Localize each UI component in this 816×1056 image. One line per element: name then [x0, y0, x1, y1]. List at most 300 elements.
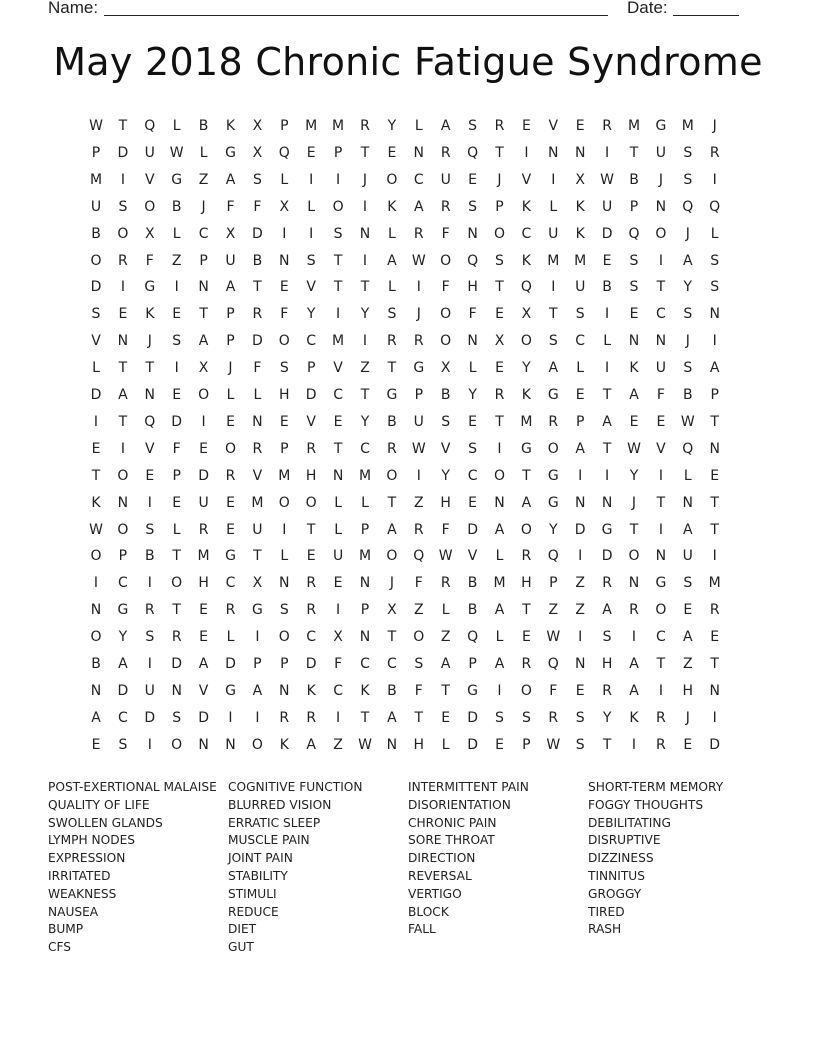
- grid-cell[interactable]: D: [467, 709, 478, 726]
- grid-cell[interactable]: V: [145, 440, 155, 457]
- grid-cell[interactable]: Z: [575, 575, 585, 592]
- grid-cell[interactable]: S: [172, 333, 182, 350]
- grid-cell[interactable]: X: [387, 602, 397, 619]
- grid-cell[interactable]: W: [169, 144, 184, 161]
- grid-cell[interactable]: E: [575, 682, 585, 699]
- grid-cell[interactable]: O: [251, 736, 263, 753]
- grid-cell[interactable]: U: [225, 252, 236, 269]
- grid-cell[interactable]: B: [144, 548, 155, 565]
- grid-cell[interactable]: M: [627, 118, 641, 134]
- grid-cell[interactable]: X: [575, 171, 585, 188]
- grid-cell[interactable]: E: [521, 629, 531, 646]
- grid-cell[interactable]: G: [225, 682, 236, 699]
- grid-cell[interactable]: E: [629, 306, 639, 323]
- grid-cell[interactable]: Z: [414, 602, 424, 619]
- grid-cell[interactable]: G: [601, 521, 613, 538]
- grid-cell[interactable]: Z: [683, 656, 693, 672]
- grid-cell[interactable]: E: [683, 736, 693, 753]
- grid-cell[interactable]: P: [522, 736, 531, 753]
- grid-cell[interactable]: N: [682, 494, 694, 511]
- grid-cell[interactable]: L: [414, 118, 423, 134]
- grid-cell[interactable]: T: [360, 387, 370, 403]
- grid-cell[interactable]: F: [656, 387, 665, 403]
- grid-cell[interactable]: V: [91, 333, 101, 350]
- grid-cell[interactable]: A: [629, 387, 639, 403]
- grid-cell[interactable]: Q: [467, 629, 479, 646]
- grid-cell[interactable]: A: [602, 413, 612, 430]
- grid-cell[interactable]: D: [601, 225, 613, 242]
- grid-cell[interactable]: T: [387, 494, 397, 511]
- grid-cell[interactable]: R: [602, 682, 612, 699]
- grid-cell[interactable]: E: [226, 413, 235, 430]
- grid-cell[interactable]: I: [336, 602, 341, 619]
- grid-cell[interactable]: C: [656, 306, 666, 323]
- grid-cell[interactable]: G: [547, 387, 559, 403]
- grid-cell[interactable]: S: [575, 306, 585, 323]
- grid-cell[interactable]: S: [683, 306, 693, 323]
- grid-cell[interactable]: A: [521, 494, 532, 511]
- grid-cell[interactable]: X: [198, 360, 209, 377]
- grid-cell[interactable]: E: [172, 387, 182, 403]
- grid-cell[interactable]: L: [683, 467, 692, 484]
- grid-cell[interactable]: D: [90, 387, 102, 403]
- grid-cell[interactable]: R: [602, 575, 612, 592]
- grid-cell[interactable]: N: [225, 736, 236, 753]
- grid-cell[interactable]: C: [656, 629, 666, 646]
- grid-cell[interactable]: C: [118, 709, 128, 726]
- grid-cell[interactable]: L: [172, 521, 181, 538]
- grid-cell[interactable]: N: [279, 252, 290, 269]
- grid-cell[interactable]: P: [253, 656, 262, 672]
- grid-cell[interactable]: T: [199, 306, 208, 323]
- grid-cell[interactable]: S: [333, 225, 343, 242]
- grid-cell[interactable]: K: [629, 360, 639, 377]
- grid-cell[interactable]: D: [171, 413, 183, 430]
- grid-cell[interactable]: R: [225, 467, 236, 484]
- grid-cell[interactable]: J: [712, 118, 717, 134]
- grid-cell[interactable]: Y: [441, 467, 450, 484]
- grid-cell[interactable]: B: [440, 387, 451, 403]
- grid-cell[interactable]: D: [198, 709, 209, 726]
- grid-cell[interactable]: H: [440, 494, 451, 511]
- grid-cell[interactable]: O: [386, 467, 398, 484]
- grid-cell[interactable]: K: [306, 682, 316, 699]
- grid-cell[interactable]: C: [360, 440, 370, 457]
- grid-cell[interactable]: N: [117, 494, 129, 511]
- grid-cell[interactable]: C: [306, 629, 317, 646]
- grid-cell[interactable]: K: [387, 198, 397, 215]
- grid-cell[interactable]: P: [280, 440, 289, 457]
- grid-cell[interactable]: N: [574, 656, 586, 672]
- grid-cell[interactable]: E: [495, 736, 504, 753]
- grid-cell[interactable]: E: [91, 736, 101, 753]
- grid-cell[interactable]: C: [306, 333, 317, 350]
- grid-cell[interactable]: J: [497, 171, 502, 188]
- grid-cell[interactable]: R: [171, 629, 182, 646]
- grid-cell[interactable]: T: [118, 118, 128, 134]
- grid-cell[interactable]: N: [413, 144, 425, 161]
- grid-cell[interactable]: U: [252, 521, 263, 538]
- grid-cell[interactable]: E: [199, 440, 209, 457]
- grid-cell[interactable]: P: [226, 306, 235, 323]
- grid-cell[interactable]: G: [547, 494, 559, 511]
- grid-cell[interactable]: E: [333, 575, 343, 592]
- grid-cell[interactable]: S: [683, 360, 693, 377]
- grid-cell[interactable]: E: [575, 118, 585, 134]
- grid-cell[interactable]: M: [358, 467, 372, 484]
- grid-cell[interactable]: V: [548, 118, 559, 134]
- grid-cell[interactable]: O: [305, 494, 317, 511]
- grid-cell[interactable]: N: [144, 387, 156, 403]
- grid-cell[interactable]: N: [117, 333, 129, 350]
- grid-cell[interactable]: A: [252, 682, 263, 699]
- grid-cell[interactable]: I: [658, 682, 663, 699]
- grid-cell[interactable]: X: [225, 225, 236, 242]
- grid-cell[interactable]: B: [387, 682, 397, 699]
- grid-cell[interactable]: N: [494, 494, 505, 511]
- grid-cell[interactable]: L: [226, 387, 235, 403]
- grid-cell[interactable]: N: [655, 548, 667, 565]
- grid-cell[interactable]: N: [655, 198, 667, 215]
- grid-cell[interactable]: N: [467, 333, 478, 350]
- grid-cell[interactable]: A: [387, 709, 397, 726]
- grid-cell[interactable]: T: [710, 656, 719, 672]
- grid-cell[interactable]: T: [253, 548, 262, 565]
- grid-cell[interactable]: E: [279, 413, 289, 430]
- grid-cell[interactable]: L: [226, 629, 235, 646]
- grid-cell[interactable]: I: [174, 360, 179, 377]
- grid-cell[interactable]: F: [253, 198, 262, 215]
- grid-cell[interactable]: E: [333, 413, 343, 430]
- grid-cell[interactable]: A: [494, 602, 505, 619]
- grid-cell[interactable]: S: [279, 602, 289, 619]
- grid-cell[interactable]: Z: [440, 629, 451, 646]
- grid-cell[interactable]: I: [336, 171, 341, 188]
- grid-cell[interactable]: A: [683, 252, 693, 269]
- grid-cell[interactable]: U: [548, 225, 559, 242]
- grid-cell[interactable]: M: [358, 548, 372, 565]
- grid-cell[interactable]: L: [334, 521, 342, 538]
- grid-cell[interactable]: I: [309, 225, 314, 242]
- grid-cell[interactable]: C: [333, 682, 343, 699]
- grid-cell[interactable]: I: [147, 736, 152, 753]
- grid-cell[interactable]: M: [89, 171, 103, 188]
- grid-cell[interactable]: D: [117, 682, 129, 699]
- grid-cell[interactable]: A: [629, 656, 639, 672]
- grid-cell[interactable]: N: [359, 629, 371, 646]
- grid-cell[interactable]: T: [118, 360, 128, 377]
- grid-cell[interactable]: O: [332, 198, 344, 215]
- grid-cell[interactable]: L: [495, 548, 504, 565]
- grid-cell[interactable]: N: [332, 467, 344, 484]
- grid-cell[interactable]: R: [413, 333, 424, 350]
- grid-cell[interactable]: P: [333, 144, 343, 161]
- grid-cell[interactable]: S: [683, 575, 693, 592]
- grid-cell[interactable]: P: [360, 521, 370, 538]
- grid-cell[interactable]: N: [198, 736, 209, 753]
- grid-cell[interactable]: Q: [144, 118, 156, 134]
- grid-cell[interactable]: L: [468, 360, 477, 377]
- grid-cell[interactable]: B: [467, 575, 478, 592]
- grid-cell[interactable]: D: [198, 467, 209, 484]
- grid-cell[interactable]: L: [280, 548, 289, 565]
- grid-cell[interactable]: L: [441, 602, 450, 619]
- grid-cell[interactable]: P: [575, 413, 585, 430]
- grid-cell[interactable]: I: [120, 171, 125, 188]
- grid-cell[interactable]: A: [629, 682, 639, 699]
- grid-cell[interactable]: D: [252, 225, 263, 242]
- grid-cell[interactable]: N: [467, 225, 478, 242]
- grid-cell[interactable]: N: [574, 144, 586, 161]
- grid-cell[interactable]: T: [602, 440, 612, 457]
- grid-cell[interactable]: T: [656, 656, 666, 672]
- grid-cell[interactable]: J: [389, 575, 394, 592]
- grid-cell[interactable]: Q: [278, 144, 290, 161]
- grid-cell[interactable]: I: [712, 171, 717, 188]
- grid-cell[interactable]: P: [629, 198, 639, 215]
- grid-cell[interactable]: Y: [683, 279, 693, 296]
- grid-cell[interactable]: T: [360, 709, 370, 726]
- grid-cell[interactable]: M: [681, 118, 694, 134]
- grid-cell[interactable]: U: [682, 548, 693, 565]
- grid-cell[interactable]: M: [520, 413, 533, 430]
- grid-cell[interactable]: T: [333, 279, 343, 296]
- grid-cell[interactable]: G: [386, 387, 398, 403]
- grid-cell[interactable]: L: [199, 144, 208, 161]
- grid-cell[interactable]: Y: [629, 467, 639, 484]
- grid-cell[interactable]: I: [362, 198, 368, 215]
- grid-cell[interactable]: N: [90, 682, 102, 699]
- grid-cell[interactable]: I: [605, 360, 610, 377]
- grid-cell[interactable]: I: [147, 494, 152, 511]
- grid-cell[interactable]: V: [252, 467, 263, 484]
- grid-cell[interactable]: A: [494, 521, 505, 538]
- grid-cell[interactable]: A: [683, 629, 693, 646]
- grid-cell[interactable]: Q: [520, 279, 532, 296]
- grid-cell[interactable]: A: [602, 602, 612, 619]
- grid-cell[interactable]: O: [171, 736, 183, 753]
- grid-cell[interactable]: N: [628, 333, 640, 350]
- grid-cell[interactable]: I: [524, 144, 529, 161]
- grid-cell[interactable]: L: [495, 629, 504, 646]
- grid-cell[interactable]: A: [225, 171, 236, 188]
- grid-cell[interactable]: R: [225, 602, 236, 619]
- grid-cell[interactable]: Q: [144, 413, 156, 430]
- grid-cell[interactable]: T: [387, 629, 397, 646]
- grid-cell[interactable]: L: [710, 225, 719, 242]
- grid-cell[interactable]: L: [307, 198, 316, 215]
- grid-cell[interactable]: D: [467, 521, 478, 538]
- grid-cell[interactable]: T: [360, 279, 370, 296]
- grid-cell[interactable]: G: [467, 682, 479, 699]
- grid-cell[interactable]: S: [575, 709, 585, 726]
- grid-cell[interactable]: G: [225, 144, 236, 161]
- grid-cell[interactable]: I: [362, 333, 368, 350]
- grid-cell[interactable]: S: [414, 656, 424, 672]
- grid-cell[interactable]: Z: [360, 360, 370, 377]
- grid-cell[interactable]: E: [91, 440, 101, 457]
- grid-cell[interactable]: T: [172, 602, 181, 619]
- grid-cell[interactable]: O: [547, 440, 559, 457]
- grid-cell[interactable]: L: [576, 360, 585, 377]
- grid-cell[interactable]: T: [172, 548, 181, 565]
- grid-cell[interactable]: C: [198, 225, 209, 242]
- grid-cell[interactable]: N: [709, 682, 720, 699]
- grid-cell[interactable]: T: [522, 602, 531, 619]
- grid-cell[interactable]: W: [680, 413, 695, 430]
- grid-cell[interactable]: O: [628, 548, 640, 565]
- grid-cell[interactable]: C: [575, 333, 586, 350]
- grid-cell[interactable]: L: [92, 360, 100, 377]
- grid-cell[interactable]: Z: [414, 494, 424, 511]
- grid-cell[interactable]: S: [710, 279, 720, 296]
- grid-cell[interactable]: A: [575, 440, 585, 457]
- grid-cell[interactable]: N: [359, 225, 371, 242]
- grid-cell[interactable]: A: [225, 279, 236, 296]
- grid-cell[interactable]: K: [575, 198, 585, 215]
- grid-cell[interactable]: P: [495, 198, 504, 215]
- grid-cell[interactable]: Y: [118, 629, 128, 646]
- grid-cell[interactable]: I: [416, 279, 421, 296]
- grid-cell[interactable]: X: [252, 118, 263, 134]
- grid-cell[interactable]: E: [172, 494, 182, 511]
- grid-cell[interactable]: P: [549, 575, 558, 592]
- grid-cell[interactable]: A: [91, 709, 101, 726]
- grid-cell[interactable]: T: [549, 306, 558, 323]
- grid-cell[interactable]: R: [279, 709, 290, 726]
- grid-cell[interactable]: H: [198, 575, 209, 592]
- grid-cell[interactable]: D: [225, 656, 236, 672]
- grid-cell[interactable]: S: [548, 333, 558, 350]
- grid-cell[interactable]: A: [683, 521, 693, 538]
- grid-cell[interactable]: Q: [547, 656, 559, 672]
- grid-cell[interactable]: E: [145, 467, 155, 484]
- grid-cell[interactable]: J: [228, 360, 233, 377]
- grid-cell[interactable]: W: [600, 171, 615, 188]
- grid-cell[interactable]: A: [440, 118, 451, 134]
- grid-cell[interactable]: Y: [602, 709, 612, 726]
- grid-cell[interactable]: N: [90, 602, 102, 619]
- grid-cell[interactable]: B: [602, 279, 612, 296]
- grid-cell[interactable]: J: [685, 333, 690, 350]
- grid-cell[interactable]: I: [228, 709, 233, 726]
- grid-cell[interactable]: R: [656, 709, 666, 726]
- grid-cell[interactable]: O: [520, 682, 532, 699]
- grid-cell[interactable]: V: [306, 413, 316, 430]
- grid-cell[interactable]: O: [520, 521, 532, 538]
- grid-cell[interactable]: R: [440, 575, 451, 592]
- grid-cell[interactable]: U: [332, 548, 344, 565]
- grid-cell[interactable]: T: [602, 387, 612, 403]
- grid-cell[interactable]: E: [199, 602, 209, 619]
- grid-cell[interactable]: F: [441, 521, 450, 538]
- grid-cell[interactable]: L: [387, 225, 396, 242]
- grid-cell[interactable]: W: [546, 736, 561, 753]
- grid-cell[interactable]: P: [172, 467, 181, 484]
- grid-cell[interactable]: I: [605, 144, 610, 161]
- grid-cell[interactable]: I: [120, 440, 125, 457]
- grid-cell[interactable]: R: [602, 118, 612, 134]
- grid-cell[interactable]: J: [147, 333, 152, 350]
- grid-cell[interactable]: B: [91, 225, 101, 242]
- grid-cell[interactable]: I: [147, 575, 152, 592]
- grid-cell[interactable]: R: [198, 521, 209, 538]
- grid-cell[interactable]: T: [253, 279, 262, 296]
- grid-cell[interactable]: Q: [413, 548, 425, 565]
- grid-cell[interactable]: D: [601, 548, 613, 565]
- grid-cell[interactable]: C: [521, 225, 532, 242]
- grid-cell[interactable]: R: [548, 413, 559, 430]
- grid-cell[interactable]: N: [709, 306, 720, 323]
- grid-cell[interactable]: K: [521, 252, 531, 269]
- grid-cell[interactable]: U: [144, 682, 155, 699]
- grid-cell[interactable]: P: [306, 360, 316, 377]
- grid-cell[interactable]: K: [521, 198, 531, 215]
- grid-cell[interactable]: S: [629, 279, 639, 296]
- grid-cell[interactable]: O: [493, 225, 506, 242]
- grid-cell[interactable]: R: [413, 225, 424, 242]
- grid-cell[interactable]: S: [495, 709, 504, 726]
- grid-cell[interactable]: F: [226, 198, 235, 215]
- grid-cell[interactable]: H: [601, 656, 613, 672]
- grid-cell[interactable]: B: [467, 602, 478, 619]
- grid-cell[interactable]: R: [440, 144, 451, 161]
- grid-cell[interactable]: H: [682, 682, 694, 699]
- grid-cell[interactable]: Q: [682, 198, 694, 215]
- grid-cell[interactable]: M: [332, 333, 345, 350]
- grid-cell[interactable]: K: [145, 306, 155, 323]
- grid-cell[interactable]: R: [709, 144, 720, 161]
- grid-cell[interactable]: O: [90, 252, 102, 269]
- grid-cell[interactable]: O: [117, 467, 129, 484]
- grid-cell[interactable]: O: [386, 548, 398, 565]
- grid-cell[interactable]: P: [199, 252, 208, 269]
- grid-cell[interactable]: E: [441, 709, 451, 726]
- grid-cell[interactable]: W: [89, 521, 103, 538]
- grid-cell[interactable]: O: [440, 252, 452, 269]
- grid-cell[interactable]: K: [521, 387, 531, 403]
- grid-cell[interactable]: M: [197, 548, 210, 565]
- grid-cell[interactable]: G: [413, 360, 425, 377]
- grid-cell[interactable]: Q: [682, 440, 694, 457]
- grid-cell[interactable]: U: [440, 171, 451, 188]
- grid-cell[interactable]: D: [171, 656, 183, 672]
- grid-cell[interactable]: O: [413, 629, 425, 646]
- grid-cell[interactable]: M: [332, 118, 345, 134]
- grid-cell[interactable]: I: [712, 548, 717, 565]
- grid-cell[interactable]: R: [709, 602, 720, 619]
- grid-cell[interactable]: H: [305, 467, 317, 484]
- grid-cell[interactable]: I: [605, 306, 610, 323]
- grid-cell[interactable]: N: [279, 575, 290, 592]
- grid-cell[interactable]: Z: [333, 736, 343, 753]
- grid-cell[interactable]: U: [90, 198, 102, 215]
- grid-cell[interactable]: R: [252, 440, 263, 457]
- grid-cell[interactable]: U: [575, 279, 586, 296]
- grid-cell[interactable]: O: [386, 171, 398, 188]
- grid-cell[interactable]: I: [497, 682, 502, 699]
- grid-cell[interactable]: E: [306, 144, 316, 161]
- grid-cell[interactable]: B: [252, 252, 263, 269]
- grid-cell[interactable]: D: [305, 387, 317, 403]
- grid-cell[interactable]: K: [629, 709, 639, 726]
- grid-cell[interactable]: T: [629, 521, 639, 538]
- grid-cell[interactable]: U: [198, 494, 209, 511]
- grid-cell[interactable]: T: [710, 521, 719, 538]
- grid-cell[interactable]: R: [494, 387, 505, 403]
- grid-cell[interactable]: T: [118, 413, 128, 430]
- grid-cell[interactable]: V: [467, 548, 478, 565]
